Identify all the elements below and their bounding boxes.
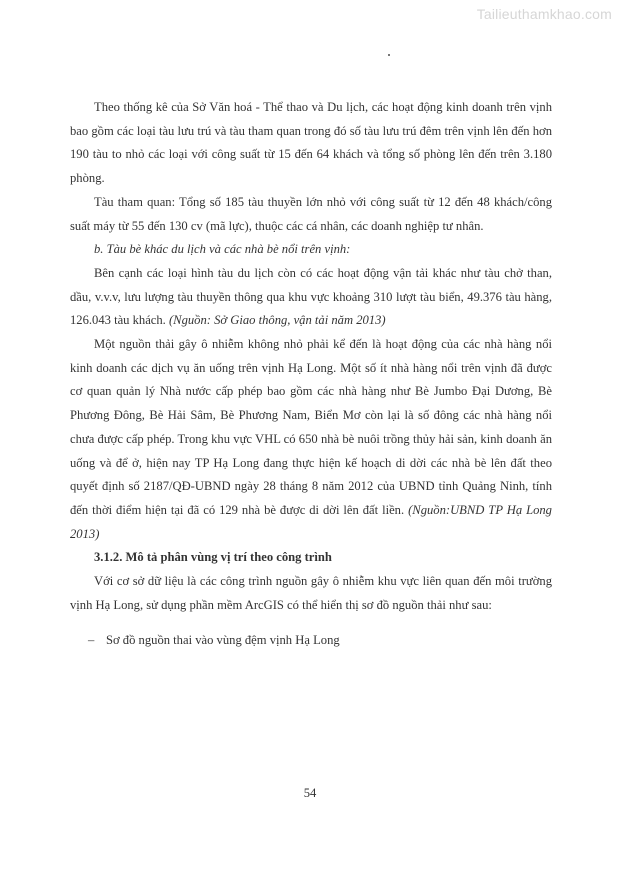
watermark: Tailieuthamkhao.com <box>476 6 612 22</box>
dash-bullet: – <box>88 633 95 648</box>
paragraph-tour-business: Theo thống kê của Sở Văn hoá - Thể thao và Du lịch, các hoạt động kinh doanh trên vịnh bao gồm các loại tàu lưu trú và tàu tham quan trong đó số tàu lưu trú đêm trên vịnh lên đến hơn 190 tàu to nhỏ các loại với công suất từ 15 đến 64 khách và tổng số phòng lên đến trên 3.180 phòng. <box>70 100 552 186</box>
section-heading: 3.1.2. Mô tả phân vùng vị trí theo công trình <box>94 550 332 565</box>
source-citation: (Nguồn:UBND TP Hạ Long 2013) <box>70 502 552 541</box>
bullet-item <box>70 629 552 653</box>
paragraph-transport-text: Bên cạnh các loại hình tàu du lịch còn có các hoạt động vận tải khác như tàu chở than, dầu, v.v.v, lưu lượng tàu thuyền thông qua khu vực khoảng 310 lượt tàu biển, 49.376 tàu hàng, 126.043 tàu khách. <box>70 265 552 328</box>
paragraph-transport <box>70 262 552 333</box>
paragraph-floating-restaurants-text: Một nguồn thải gây ô nhiễm không nhỏ phải kể đến là hoạt động của các nhà hàng nổi kinh doanh các dịch vụ ăn uống trên vịnh Hạ Long. Một số ít nhà hàng nổi trên vịnh đã được cơ quan quản lý Nhà nước cấp phép bao gồm các nhà hàng như Bè Jumbo Đại Dương, Bè Phương Đông, Bè Hải Sâm, Bè Phương Nam, Biển Mơ còn lại là số đông các nhà hàng nổi chưa được cấp phép. Trong khu vực VHL có 650 nhà bè nuôi trồng thủy hải sản, kinh doanh ăn uống và để ở, hiện nay TP Hạ Long đang thực hiện kế hoạch di dời các nhà bè lên đất theo quyết định số 2187/QĐ-UBND ngày 28 tháng 8 năm 2012 của UBND tỉnh Quảng Ninh, tính đến thời điểm hiện tại đã có 129 nhà bè được di dời lên đất liền. <box>70 337 552 517</box>
document-body <box>70 96 552 653</box>
subheading-text: b. Tàu bè khác du lịch và các nhà bè nổi trên vịnh: <box>94 242 351 257</box>
page-number: 54 <box>303 786 317 800</box>
paragraph-arcgis: Với cơ sở dữ liệu là các công trình nguồn gây ô nhiễm khu vực liên quan đến môi trường vịnh Hạ Long, sử dụng phần mềm ArcGIS có thể hiển thị sơ đồ nguồn thải như sau: <box>70 574 552 612</box>
paragraph-sightseeing-boats: Tàu tham quan: Tổng số 185 tàu thuyền lớn nhỏ với công suất từ 12 đến 48 khách/công suất máy từ 55 đến 130 cv (mã lực), thuộc các cá nhân, các doanh nghiệp tư nhân. <box>70 194 552 233</box>
source-citation: (Nguồn: Sở Giao thông, vận tải năm 2013) <box>168 313 386 328</box>
paragraph-floating-restaurants <box>70 333 552 546</box>
bullet-text: Sơ đồ nguồn thai vào vùng đệm vịnh Hạ Long <box>106 633 340 648</box>
subheading-other-boats <box>70 238 552 262</box>
scan-speck <box>388 54 390 56</box>
